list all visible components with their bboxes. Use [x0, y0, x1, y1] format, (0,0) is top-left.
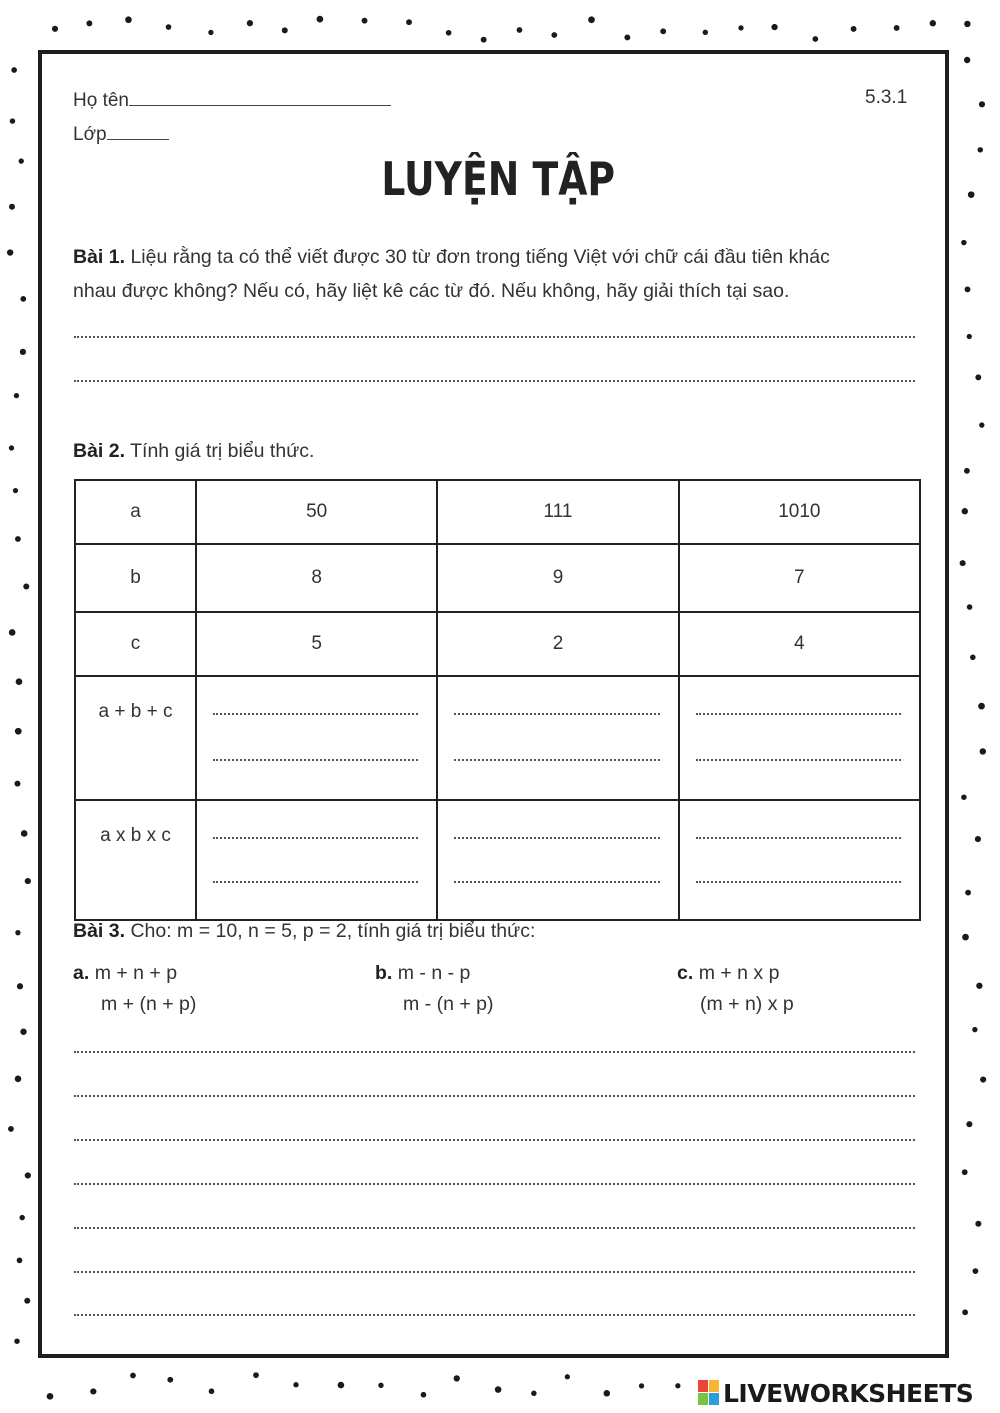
table-row	[75, 800, 920, 920]
answer-line[interactable]	[74, 1227, 915, 1229]
decorative-dot	[531, 1391, 536, 1396]
decorative-dot	[972, 1027, 977, 1032]
decorative-dot	[52, 26, 58, 32]
decorative-dot	[15, 728, 22, 735]
decorative-dot	[812, 36, 818, 42]
exercise1-line1: Liệu rằng ta có thể viết được 30 từ đơn trong tiếng Việt với chữ cái đầu tiên khác	[130, 246, 830, 268]
answer-cell[interactable]	[679, 676, 920, 800]
decorative-dot	[975, 374, 981, 380]
decorative-dot	[15, 1076, 22, 1083]
decorative-dot	[964, 468, 970, 474]
page-title: LUYỆN TẬP	[381, 152, 616, 206]
decorative-dot	[362, 18, 368, 24]
decorative-dot	[738, 25, 743, 30]
part-a-expr2: m + (n + p)	[101, 993, 197, 1015]
decorative-dot	[166, 24, 172, 30]
answer-line[interactable]	[74, 1139, 915, 1141]
part-c-expr1: m + n x p	[698, 962, 780, 984]
answer-line[interactable]	[74, 1271, 915, 1273]
decorative-dot	[962, 1309, 968, 1315]
row-label-b: b	[75, 544, 196, 612]
part-b	[375, 958, 493, 1020]
decorative-dot	[962, 508, 968, 514]
table-row	[75, 480, 920, 544]
decorative-dot	[24, 1298, 30, 1304]
logo-mark-icon	[698, 1380, 720, 1406]
row-label-a: a	[75, 480, 196, 544]
decorative-dot	[15, 930, 20, 935]
answer-line[interactable]	[74, 1095, 915, 1097]
decorative-dot	[966, 1121, 972, 1127]
decorative-dot	[8, 1126, 14, 1132]
decorative-dot	[86, 20, 92, 26]
part-c-label: c.	[677, 962, 694, 984]
answer-line[interactable]	[74, 380, 915, 382]
answer-cell[interactable]	[437, 800, 678, 920]
logo-text: LIVEWORKSHEETS	[723, 1378, 974, 1408]
decorative-dot	[978, 147, 983, 152]
name-underline[interactable]	[129, 87, 391, 106]
decorative-dot	[25, 878, 31, 884]
part-a-expr1: m + n + p	[94, 962, 178, 984]
row-label-product: a x b x c	[75, 800, 196, 920]
decorative-dot	[495, 1386, 502, 1393]
name-label: Họ tên	[73, 90, 129, 111]
decorative-dot	[15, 536, 21, 542]
decorative-dot	[979, 422, 984, 427]
decorative-dot	[19, 1215, 24, 1220]
decorative-dot	[967, 334, 972, 339]
table-cell: 8	[196, 544, 437, 612]
decorative-dot	[19, 158, 24, 163]
part-a	[73, 958, 196, 1020]
decorative-dot	[976, 983, 982, 989]
part-a-label: a.	[73, 962, 90, 984]
decorative-dot	[970, 655, 976, 661]
decorative-dot	[639, 1383, 644, 1388]
table-cell: 9	[437, 544, 678, 612]
decorative-dot	[338, 1382, 345, 1389]
decorative-dot	[588, 16, 595, 23]
decorative-dot	[961, 794, 967, 800]
decorative-dot	[675, 1383, 680, 1388]
answer-line[interactable]	[74, 1051, 915, 1053]
table-row	[75, 676, 920, 800]
table-row	[75, 544, 920, 612]
exercise2-text	[73, 434, 314, 468]
decorative-dot	[894, 25, 900, 31]
answer-line[interactable]	[74, 1183, 915, 1185]
decorative-dot	[7, 249, 13, 255]
table-cell: 7	[679, 544, 920, 612]
name-field[interactable]	[73, 87, 391, 112]
part-c	[677, 958, 794, 1020]
decorative-dot	[293, 1382, 298, 1387]
exercise1-line2: nhau được không? Nếu có, hãy liệt kê các từ đó. Nếu không, hãy giải thích tại sao.	[73, 280, 790, 302]
part-b-expr2: m - (n + p)	[403, 993, 494, 1015]
exercise2-instruction: Tính giá trị biểu thức.	[130, 440, 315, 462]
decorative-dot	[967, 604, 973, 610]
decorative-dot	[25, 1172, 31, 1178]
decorative-dot	[964, 57, 970, 63]
decorative-dot	[9, 629, 16, 636]
decorative-dot	[660, 28, 666, 34]
row-label-sum: a + b + c	[75, 676, 196, 800]
decorative-dot	[11, 67, 17, 73]
decorative-dot	[421, 1392, 427, 1398]
decorative-dot	[14, 393, 19, 398]
decorative-dot	[961, 240, 966, 245]
table-cell: 111	[437, 480, 678, 544]
decorative-dot	[20, 296, 26, 302]
decorative-dot	[604, 1390, 611, 1397]
answer-line[interactable]	[74, 336, 915, 338]
decorative-dot	[975, 836, 981, 842]
decorative-dot	[20, 1029, 26, 1035]
exercise1-text	[73, 240, 933, 308]
class-field[interactable]	[73, 121, 169, 146]
decorative-dot	[125, 16, 132, 23]
decorative-dot	[282, 27, 288, 33]
decorative-dot	[551, 32, 557, 38]
table-cell: 5	[196, 612, 437, 676]
decorative-dot	[446, 30, 452, 36]
part-b-label: b.	[375, 962, 393, 984]
decorative-dot	[980, 748, 986, 754]
decorative-dot	[9, 445, 14, 450]
decorative-dot	[980, 1076, 986, 1082]
decorative-dot	[960, 560, 966, 566]
exercise3-text	[73, 914, 535, 948]
decorative-dot	[771, 24, 777, 30]
decorative-dot	[930, 20, 936, 26]
decorative-dot	[406, 19, 412, 25]
decorative-dot	[16, 678, 23, 685]
exercise1-label: Bài 1.	[73, 246, 126, 268]
decorative-dot	[17, 1258, 23, 1264]
worksheet-code: 5.3.1	[865, 87, 908, 108]
part-b-expr1: m - n - p	[397, 962, 471, 984]
exercise2-label: Bài 2.	[73, 440, 126, 462]
answer-cell[interactable]	[196, 676, 437, 800]
table-cell: 2	[437, 612, 678, 676]
decorative-dot	[481, 37, 487, 43]
expression-table	[74, 479, 921, 921]
liveworksheets-logo[interactable]	[698, 1377, 973, 1409]
answer-line[interactable]	[74, 1314, 915, 1316]
decorative-dot	[378, 1383, 383, 1388]
decorative-dot	[17, 983, 23, 989]
exercise3-label: Bài 3.	[73, 920, 126, 942]
decorative-dot	[978, 703, 985, 710]
decorative-dot	[624, 34, 630, 40]
decorative-dot	[247, 20, 253, 26]
decorative-dot	[454, 1375, 460, 1381]
decorative-dot	[21, 830, 28, 837]
decorative-dot	[965, 890, 971, 896]
part-c-expr2: (m + n) x p	[700, 993, 794, 1015]
decorative-dot	[975, 1221, 981, 1227]
answer-cell[interactable]	[196, 800, 437, 920]
table-cell: 1010	[679, 480, 920, 544]
answer-cell[interactable]	[679, 800, 920, 920]
decorative-dot	[90, 1388, 96, 1394]
decorative-dot	[317, 16, 324, 23]
decorative-dot	[968, 191, 975, 198]
decorative-dot	[208, 30, 213, 35]
table-row	[75, 612, 920, 676]
decorative-dot	[209, 1388, 215, 1394]
exercise3-instruction: Cho: m = 10, n = 5, p = 2, tính giá trị biểu thức:	[130, 920, 536, 942]
decorative-dot	[14, 1338, 19, 1343]
decorative-dot	[23, 584, 29, 590]
decorative-dot	[965, 286, 971, 292]
table-cell: 4	[679, 612, 920, 676]
decorative-dot	[979, 101, 985, 107]
decorative-dot	[517, 27, 523, 33]
decorative-dot	[565, 1374, 570, 1379]
class-underline[interactable]	[107, 121, 169, 140]
table-cell: 50	[196, 480, 437, 544]
decorative-dot	[962, 1169, 968, 1175]
row-label-c: c	[75, 612, 196, 676]
decorative-dot	[130, 1373, 136, 1379]
decorative-dot	[703, 30, 708, 35]
answer-cell[interactable]	[437, 676, 678, 800]
decorative-dot	[253, 1372, 259, 1378]
decorative-dot	[14, 781, 20, 787]
decorative-dot	[10, 118, 15, 123]
decorative-dot	[9, 204, 15, 210]
decorative-dot	[167, 1377, 173, 1383]
decorative-dot	[47, 1393, 54, 1400]
decorative-dot	[973, 1268, 979, 1274]
decorative-dot	[13, 488, 18, 493]
decorative-dot	[964, 21, 970, 27]
class-label: Lớp	[73, 124, 107, 145]
decorative-dot	[962, 934, 969, 941]
decorative-dot	[851, 26, 857, 32]
decorative-dot	[20, 349, 26, 355]
